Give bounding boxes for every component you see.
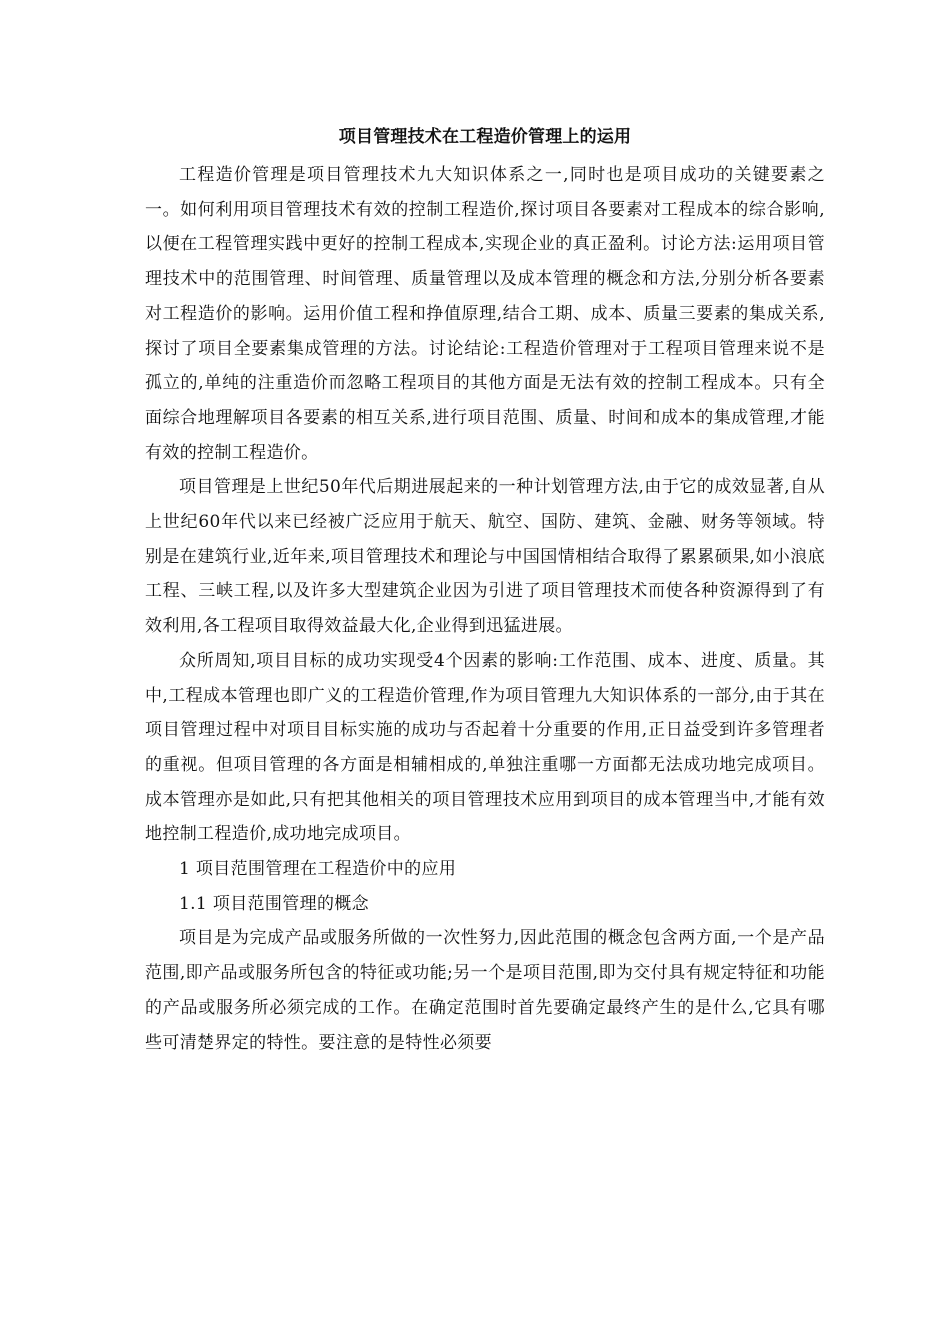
intro-paragraph: 工程造价管理是项目管理技术九大知识体系之一,同时也是项目成功的关键要素之一。如何利用项目管理技术有效的控制工程造价,探讨项目各要素对工程成本的综合影响,以便在工程管理实践中更好的控制工程成本,实现企业的真正盈利。讨论方法:运用项目管理技术中的范围管理、时间管理、质量管理以及成本管理的概念和方法,分别分析各要素对工程造价的影响。运用价值工程和挣值原理,结合工期、成本、质量三要素的集成关系,探讨了项目全要素集成管理的方法。讨论结论:工程造价管理对于工程项目管理来说不是孤立的,单纯的注重造价而忽略工程项目的其他方面是无法有效的控制工程成本。只有全面综合地理解项目各要素的相互关系,进行项目范围、质量、时间和成本的集成管理,才能有效的控制工程造价。 <box>145 165 825 463</box>
document-title: 项目管理技术在工程造价管理上的运用 <box>338 127 632 147</box>
document-body <box>145 122 825 1060</box>
background-paragraph: 项目管理是上世纪50年代后期进展起来的一种计划管理方法,由于它的成效显著,自从上世纪60年代以来已经被广泛应用于航天、航空、国防、建筑、金融、财务等领域。特别是在建筑行业,近年来,项目管理技术和理论与中国国情相结合取得了累累硕果,如小浪底工程、三峡工程,以及许多大型建筑企业因为引进了项目管理技术而使各种资源得到了有效利用,各工程项目取得效益最大化,企业得到迅猛进展。 <box>145 477 825 637</box>
scope-concept-paragraph: 项目是为完成产品或服务所做的一次性努力,因此范围的概念包含两方面,一个是产品范围,即产品或服务所包含的特征或功能;另一个是项目范围,即为交付具有规定特征和功能的产品或服务所必须完成的工作。在确定范围时首先要确定最终产生的是什么,它具有哪些可清楚界定的特性。要注意的是特性必须要 <box>145 928 825 1053</box>
section-1-heading: 1 项目范围管理在工程造价中的应用 <box>179 859 457 880</box>
factors-paragraph: 众所周知,项目目标的成功实现受4个因素的影响:工作范围、成本、进度、质量。其中,工程成本管理也即广义的工程造价管理,作为项目管理九大知识体系的一部分,由于其在项目管理过程中对项目目标实施的成功与否起着十分重要的作用,正日益受到许多管理者的重视。但项目管理的各方面是相辅相成的,单独注重哪一方面都无法成功地完成项目。成本管理亦是如此,只有把其他相关的项目管理技术应用到项目的成本管理当中,才能有效地控制工程造价,成功地完成项目。 <box>145 650 825 845</box>
section-1-1-heading: 1.1 项目范围管理的概念 <box>179 893 369 914</box>
